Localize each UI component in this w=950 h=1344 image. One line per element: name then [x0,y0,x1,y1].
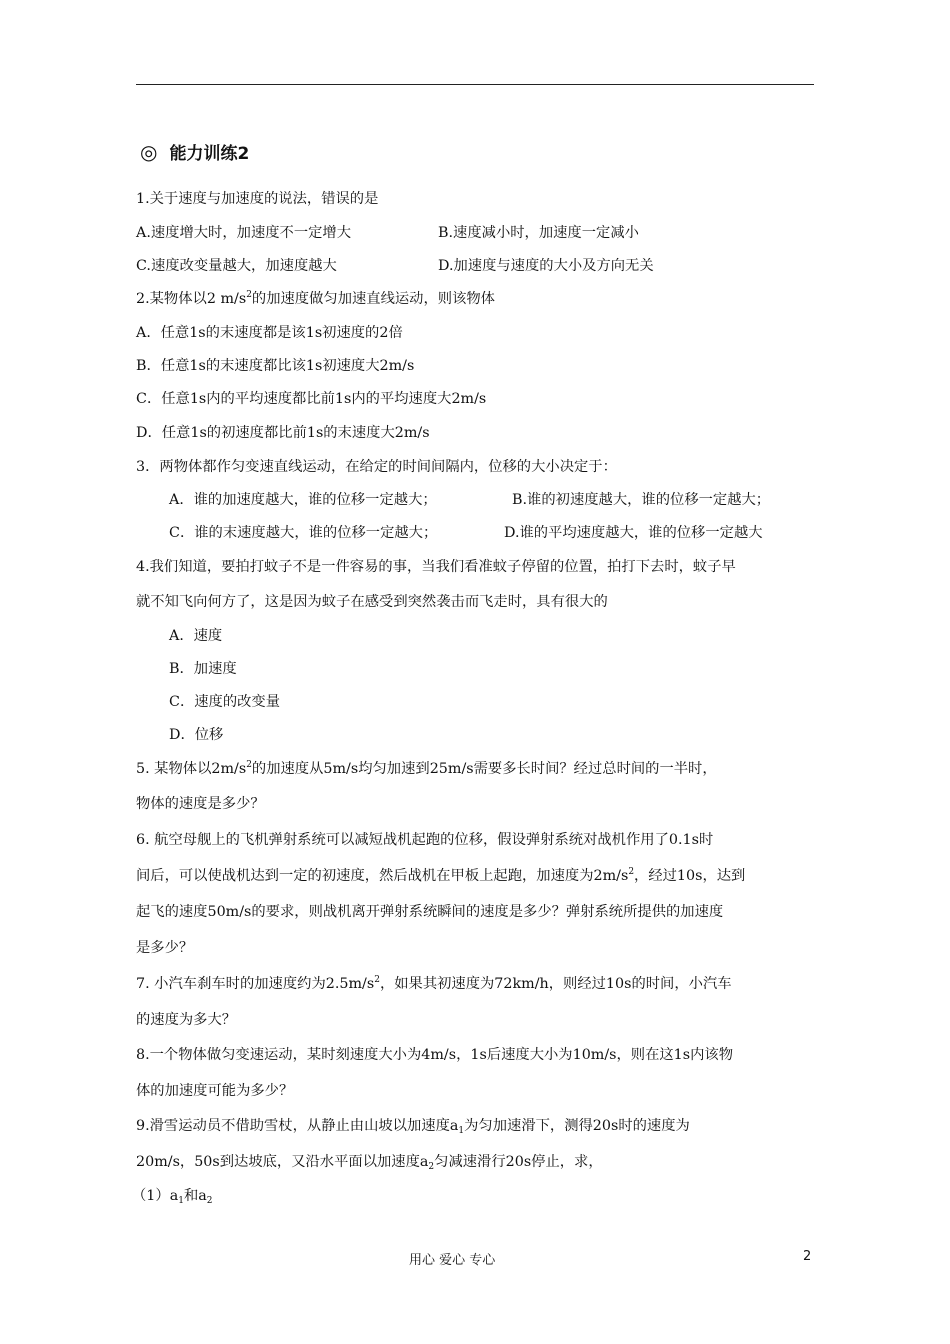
q9-text-part: 为匀加速滑下，测得20s时的速度为 [464,1118,690,1134]
question-3-stem: 3．两物体都作匀变速直线运动，在给定的时间间隔内，位移的大小决定于： [136,459,617,475]
q9-text-part: 20m/s，50s到达坡底，又沿水平面以加速度a [136,1154,429,1170]
q9-subscript: 2 [428,1162,435,1172]
q6-text-part: 间后，可以使战机达到一定的初速度，然后战机在甲板上起跑，加速度为2m/s [136,868,629,884]
question-6-line3: 起飞的速度50m/s的要求，则战机离开弹射系统瞬间的速度是多少？弹射系统所提供的加速度 [136,904,724,920]
q4-option-a: A．速度 [169,628,223,644]
q5-text-part: 5. 某物体以2m/s [136,761,247,777]
q1-option-b: B.速度减小时，加速度一定减小 [438,225,639,241]
question-1-stem: 1.关于速度与加速度的说法，错误的是 [136,191,379,207]
section-heading [140,139,249,167]
q7-text-part: ，如果其初速度为72km/h，则经过10s的时间，小汽车 [379,976,732,992]
question-1-options-row2 [136,256,654,276]
question-9-part-1 [132,1186,213,1206]
double-circle-icon: ◎ [140,140,158,164]
question-1-options-row1 [136,223,639,243]
question-8-line1: 8.一个物体做匀变速运动，某时刻速度大小为4m/s，1s后速度大小为10m/s，则在这1s内该物 [136,1047,734,1063]
q9-text-part: 和a [183,1188,207,1204]
q2-option-a: A．任意1s的末速度都是该1s初速度的2倍 [136,325,403,341]
q9-subscript: 1 [458,1126,465,1136]
q2-stem-part: 的加速度做匀加速直线运动，则该物体 [251,291,495,307]
q9-text-part: （1）a [132,1188,179,1204]
question-3-options-row1 [169,490,771,510]
question-3-options-row2 [169,523,763,543]
question-6-line1: 6. 航空母舰上的飞机弹射系统可以减短战机起跑的位移，假设弹射系统对战机作用了0.1s时 [136,832,714,848]
q2-option-c: C．任意1s内的平均速度都比前1s内的平均速度大2m/s [136,391,487,407]
question-7-line1 [136,974,732,994]
q9-subscript: 1 [178,1196,184,1206]
q3-option-b: B.谁的初速度越大，谁的位移一定越大； [512,492,771,508]
question-9-line2 [136,1152,603,1172]
q2-stem-part: 2.某物体以2 m/s [136,291,247,307]
q9-subscript: 2 [206,1196,213,1206]
question-6-line4: 是多少？ [136,940,194,956]
q3-option-c: C．谁的末速度越大，谁的位移一定越大； [169,525,438,541]
header-rule [136,84,814,85]
question-4-line2: 就不知飞向何方了，这是因为蚊子在感受到突然袭击而飞走时，具有很大的 [136,594,608,610]
q6-exponent: 2 [628,867,635,877]
q7-text-part: 7. 小汽车刹车时的加速度约为2.5m/s [136,976,375,992]
q1-option-c: C.速度改变量越大，加速度越大 [136,258,337,274]
question-5-line1 [136,759,717,779]
q9-text-part: 匀减速滑行20s停止，求， [434,1154,603,1170]
page-number: 2 [803,1249,812,1264]
q2-option-d: D．任意1s的初速度都比前1s的末速度大2m/s [136,425,430,441]
q6-text-part: ，经过10s，达到 [634,868,746,884]
q2-option-b: B．任意1s的末速度都比该1s初速度大2m/s [136,358,415,374]
q9-text-part: 9.滑雪运动员不借助雪杖，从静止由山坡以加速度a [136,1118,459,1134]
q7-exponent: 2 [374,975,380,985]
question-7-line2: 的速度为多大？ [136,1012,237,1028]
q4-option-c: C．速度的改变量 [169,694,281,710]
q4-option-d: D．位移 [169,727,224,743]
q4-option-b: B．加速度 [169,661,237,677]
q3-option-a: A．谁的加速度越大，谁的位移一定越大； [169,492,437,508]
q1-option-d: D.加速度与速度的大小及方向无关 [438,258,654,274]
q1-option-a: A.速度增大时，加速度不一定增大 [136,225,352,241]
q5-text-part: 的加速度从5m/s均匀加速到25m/s需要多长时间？经过总时间的一半时， [251,761,717,777]
q2-exponent: 2 [246,290,252,300]
q5-exponent: 2 [246,760,252,770]
q3-option-d: D.谁的平均速度越大，谁的位移一定越大 [504,525,763,541]
section-title: 能力训练2 [169,144,250,164]
question-2-stem [136,289,495,309]
question-8-line2: 体的加速度可能为多少？ [136,1083,294,1099]
question-6-line2 [136,866,745,886]
question-9-line1 [136,1116,690,1136]
footer-motto: 用心 爱心 专心 [409,1253,496,1268]
question-5-line2: 物体的速度是多少？ [136,796,265,812]
question-4-line1: 4.我们知道，要拍打蚊子不是一件容易的事，当我们看准蚊子停留的位置，拍打下去时，蚊子早 [136,559,736,575]
